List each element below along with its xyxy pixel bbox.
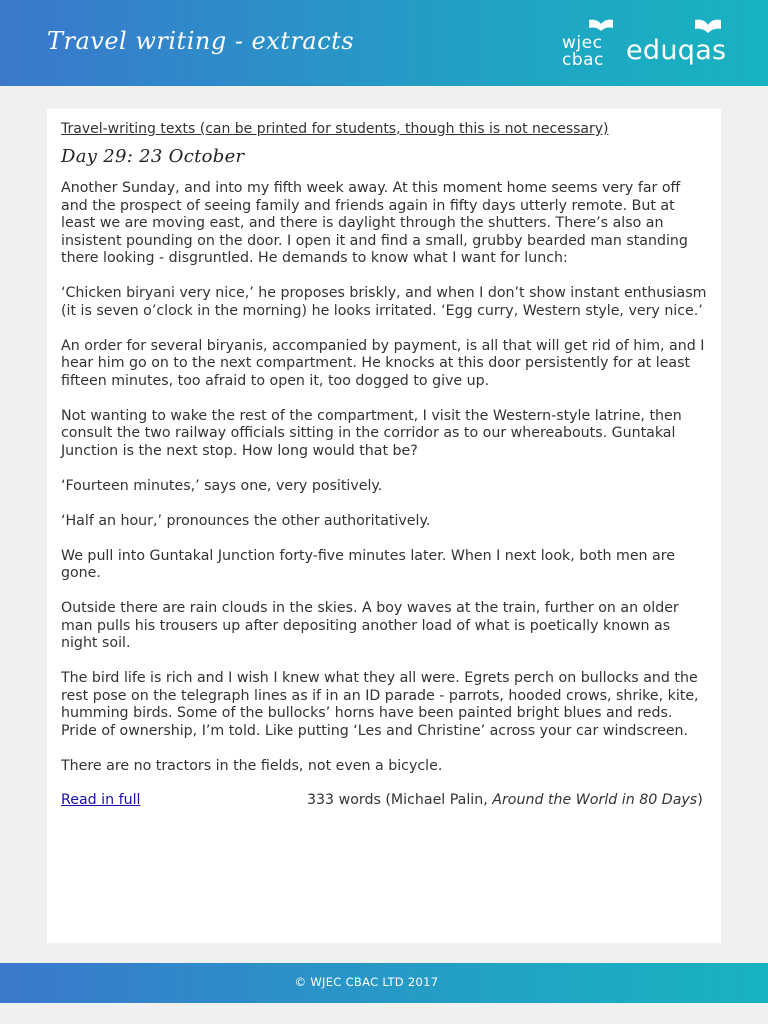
wjec-cbac-logo bbox=[562, 20, 614, 70]
paragraph: ‘Half an hour,’ pronounces the other authoritatively. bbox=[61, 512, 431, 529]
book-title: Around the World in 80 Days bbox=[492, 791, 698, 808]
source-line bbox=[61, 792, 711, 810]
paragraph: ‘Fourteen minutes,’ says one, very positively. bbox=[61, 477, 383, 494]
word-count-suffix: ) bbox=[697, 791, 703, 808]
logo-cbac-text: cbac bbox=[562, 50, 604, 70]
intro-note: Travel-writing texts (can be printed for students, though this is not necessary) bbox=[61, 121, 609, 137]
paragraph: The bird life is rich and I wish I knew what they all were. Egrets perch on bullocks and the rest pose on the telegraph lines as if in an ID parade - parrots, hooded crows, shrike, kite, humming birds. Some of the bullocks’ horns have been painted bright blues and reds. Pride of ownership, I’m told. Like putting ‘Les and Christine’ across your car windscreen. bbox=[61, 670, 699, 739]
read-in-full-link[interactable]: Read in full bbox=[61, 791, 141, 808]
paragraph: ‘Chicken biryani very nice,’ he proposes briskly, and when I don’t show instant enthusiasm (it is seven o’clock in the morning) he looks irritated. ‘Egg curry, Western style, very nice.’ bbox=[61, 285, 707, 319]
copyright-text: © WJEC CBAC LTD 2017 bbox=[294, 975, 439, 989]
paragraph: Another Sunday, and into my fifth week away. At this moment home seems very far off and the prospect of seeing family and friends again in fifty days utterly remote. But at least we are moving east, and there is daylight through the shutters. There’s also an insistent pounding on the door. I open it and find a small, grubby bearded man standing there looking - disgruntled. He demands to know what I want for lunch: bbox=[61, 180, 688, 266]
paragraph: Not wanting to wake the rest of the compartment, I visit the Western-style latrine, then consult the two railway officials sitting in the corridor as to our whereabouts. Guntakal Junction is the next stop. How long would that be? bbox=[61, 407, 682, 459]
word-count-prefix: 333 words (Michael Palin, bbox=[307, 791, 493, 808]
book-icon bbox=[588, 18, 614, 32]
document-page bbox=[47, 109, 721, 943]
logo-wjec-text: wjec bbox=[562, 33, 603, 53]
page-footer bbox=[0, 963, 768, 1003]
diary-heading: Day 29: 23 October bbox=[61, 145, 245, 167]
paragraph: We pull into Guntakal Junction forty-five minutes later. When I next look, both men are gone. bbox=[61, 547, 676, 581]
word-count-citation bbox=[307, 792, 703, 810]
page-header bbox=[0, 0, 768, 86]
paragraph: An order for several biryanis, accompanied by payment, is all that will get rid of him, and I hear him go on to the next compartment. He knocks at this door persistently for at least fifteen minutes, too afraid to open it, too dogged to give up. bbox=[61, 337, 705, 389]
page-title: Travel writing - extracts bbox=[47, 27, 355, 55]
paragraph: Outside there are rain clouds in the skies. A boy waves at the train, further on an older man pulls his trousers up after depositing another load of what is poetically known as night soil. bbox=[61, 600, 679, 651]
paragraph: There are no tractors in the fields, not even a bicycle. bbox=[61, 757, 443, 774]
book-icon bbox=[694, 18, 722, 34]
logo-eduqas-text: eduqas bbox=[626, 35, 727, 66]
eduqas-logo bbox=[624, 18, 727, 68]
document-content bbox=[61, 121, 711, 810]
